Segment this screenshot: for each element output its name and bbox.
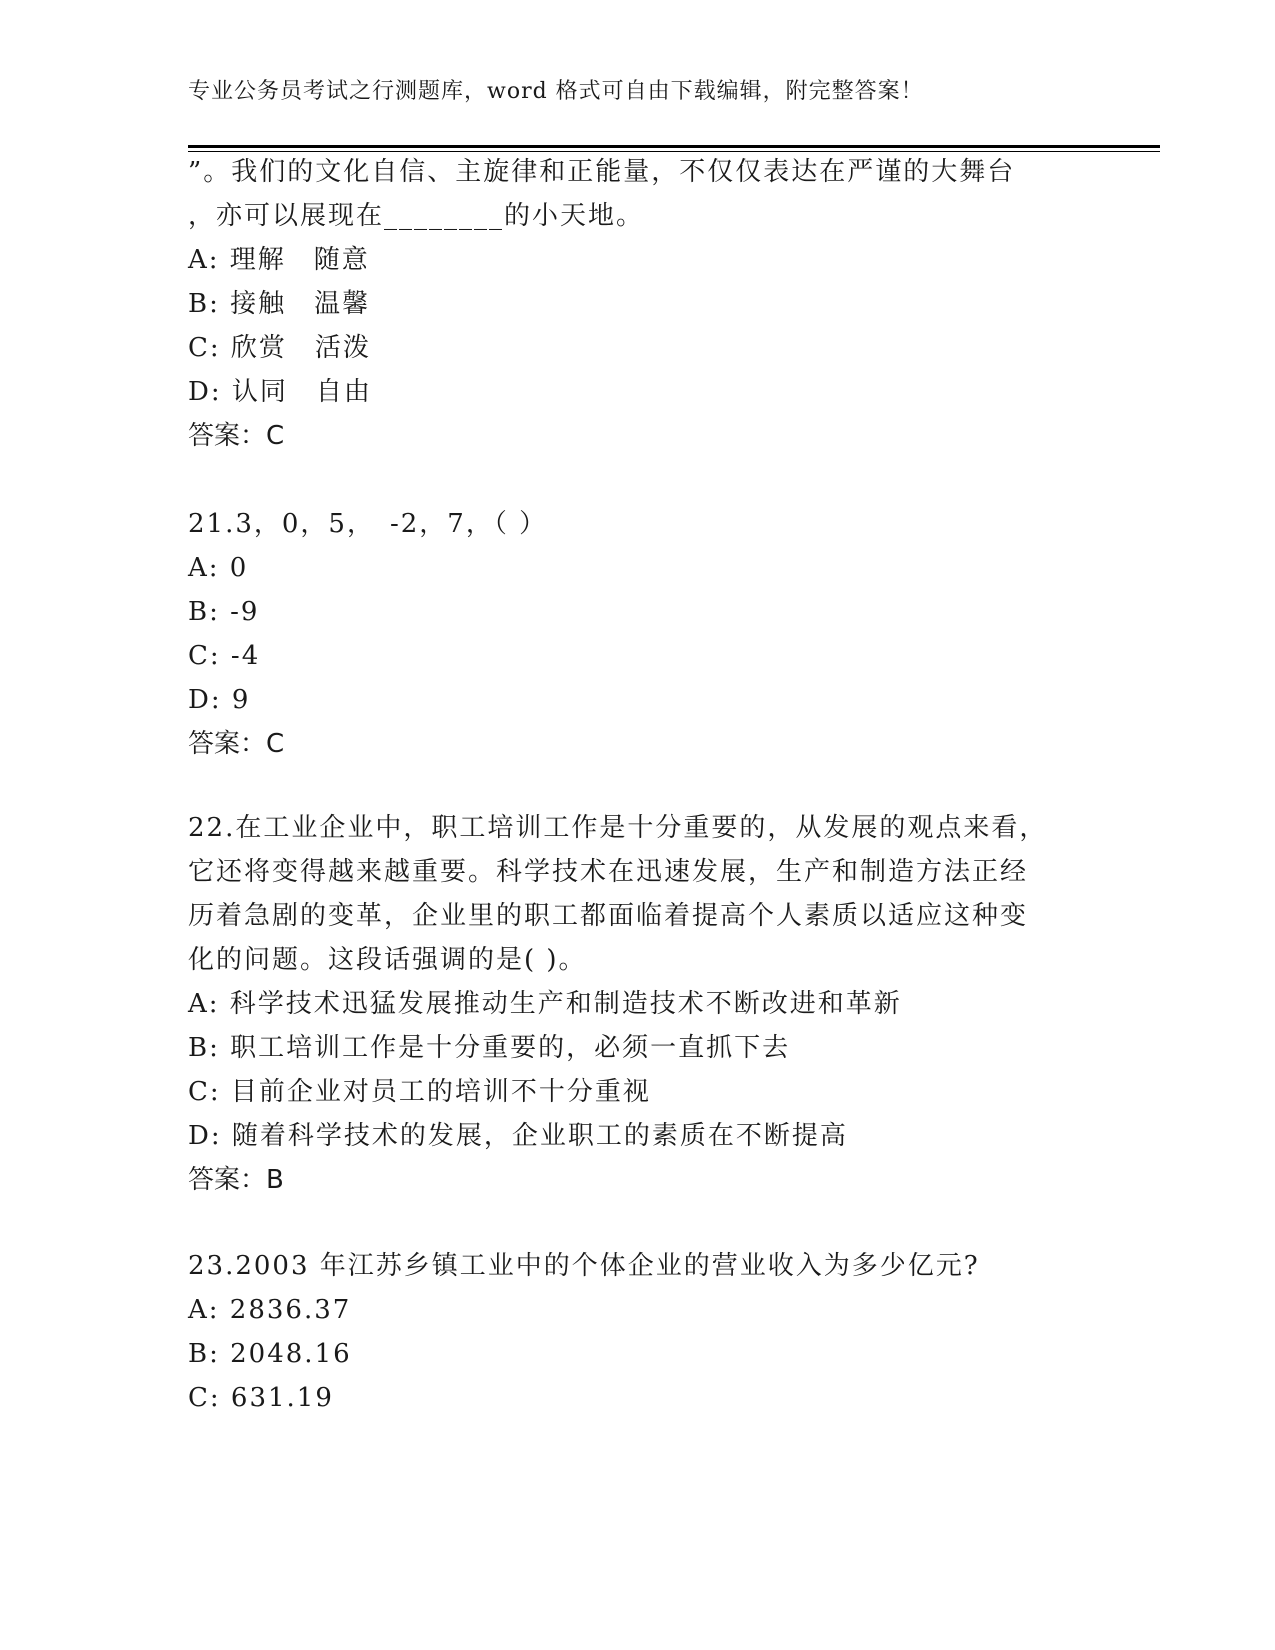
option-c: C: 631.19 [188,1383,334,1413]
option-b: B: -9 [188,597,260,627]
answer-label: 答案：C [188,729,285,759]
answer-label: 答案：C [188,421,285,451]
question-22-stem-line: 22.在工业企业中，职工培训工作是十分重要的，从发展的观点来看， [188,813,1048,843]
option-c: C: -4 [188,641,261,671]
header-rule-thin [188,151,1160,152]
question-22-stem-line: 它还将变得越来越重要。科学技术在迅速发展，生产和制造方法正经 [188,857,1029,887]
option-c: C: 欣赏 活泼 [188,333,371,363]
question-22-stem-line: 历着急剧的变革，企业里的职工都面临着提高个人素质以适应这种变 [188,901,1029,931]
option-c: C: 目前企业对员工的培训不十分重视 [188,1077,651,1107]
question-23-stem: 23.2003 年江苏乡镇工业中的个体企业的营业收入为多少亿元? [188,1251,980,1281]
option-a: A: 理解 随意 [188,245,370,275]
option-a: A: 0 [188,553,249,583]
question-21-stem: 21.3，0，5， -2，7，（ ） [188,509,548,539]
question-stem-line: ”。我们的文化自信、主旋律和正能量，不仅仅表达在严谨的大舞台 [188,157,1016,187]
option-a: A: 科学技术迅猛发展推动生产和制造技术不断改进和革新 [188,989,902,1019]
option-d: D: 9 [188,685,251,715]
option-d: D: 认同 自由 [188,377,372,407]
option-b: B: 职工培训工作是十分重要的，必须一直抓下去 [188,1033,791,1063]
option-b: B: 2048.16 [188,1339,352,1369]
page-header: 专业公务员考试之行测题库，word 格式可自由下载编辑，附完整答案！ [188,79,924,104]
option-d: D: 随着科学技术的发展，企业职工的素质在不断提高 [188,1121,848,1151]
header-rule-thick [188,145,1160,148]
answer-label: 答案：B [188,1165,284,1195]
question-22-stem-line: 化的问题。这段话强调的是( )。 [188,945,587,975]
question-stem-line: ，亦可以展现在________的小天地。 [188,201,645,231]
option-b: B: 接触 温馨 [188,289,371,319]
option-a: A: 2836.37 [188,1295,352,1325]
